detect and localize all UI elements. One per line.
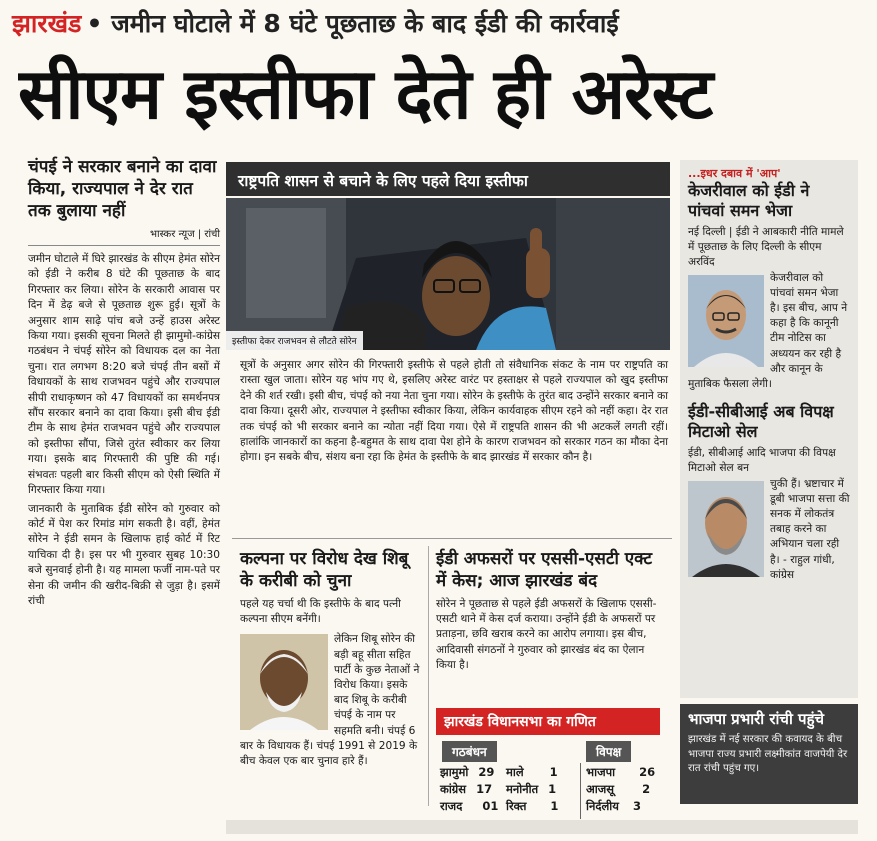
car-window-illustration bbox=[226, 198, 670, 350]
left-paragraph-2: जानकारी के मुताबिक ईडी सोरेन को गुरुवार को कोर्ट में पेश कर रिमांड मांग सकती है। वहीं, हेमंत सोरेन ने ईडी समन के खिलाफ हाई कोर्ट में रिट याचिका दी है। इस पर भी गुरुवार सुबह 10:30 बजे सुनवाई होनी है। यह मामला फर्जी नाम-पते पर सेना की जमीन की खरीद-बिक्री से जुड़ा है। इसमें रांची bbox=[28, 502, 220, 607]
kalpana-story-heading: कल्पना पर विरोध देख शिबू के करीबी को चुना bbox=[240, 549, 409, 591]
soren-photo bbox=[226, 198, 670, 350]
right-kicker: ...इधर दबाव में 'आप' bbox=[688, 167, 781, 180]
shibu-soren-photo bbox=[240, 634, 328, 730]
center-banner: राष्ट्रपति शासन से बचाने के लिए पहले दिया इस्तीफा bbox=[226, 162, 670, 196]
divider bbox=[232, 538, 672, 539]
photo-caption: इस्तीफा देकर राजभवन से लौटते सोरेन bbox=[226, 331, 363, 350]
kicker-line bbox=[12, 6, 867, 40]
table-row: आजसू 2 bbox=[586, 782, 651, 796]
footer-strip bbox=[226, 820, 858, 834]
assembly-table-title: झारखंड विधानसभा का गणित bbox=[436, 708, 660, 735]
rahul-quote: चुकी हैं। भ्रष्टाचार में डूबी भाजपा सत्ता की सनक में लोकतंत्र तबाह करने का अभियान चला रही है। - राहुल गांधी, कांग्रेस bbox=[770, 477, 850, 581]
table-row: भाजपा 26 bbox=[586, 765, 656, 779]
kejriwal-heading: केजरीवाल को ईडी ने पांचवां समन भेजा bbox=[688, 181, 810, 220]
left-column bbox=[28, 156, 220, 612]
sc-st-story-text: सोरेन ने पूछताछ से पहले ईडी अफसरों के खिलाफ एससी-एसटी थाने में केस दर्ज कराया। उन्होंने ईडी के अफसरों पर प्रताड़ना, छवि खराब करने का आरोप लगाया। इस बीच, आदिवासी संगठनों ने गुरुवार को झारखंड बंद का ऐलान किया है। bbox=[436, 598, 657, 671]
left-paragraph-1: जमीन घोटाले में घिरे झारखंड के सीएम हेमंत सोरेन को ईडी ने करीब 8 घंटे की पूछताछ के बाद गिरफ्तार कर लिया। सोरेन के सरकारी आवास पर दिन में डेढ़ बजे से पूछताछ शुरू हुई। सूत्रों के अनुसार शाम साढ़े पांच बजे उन्हें हाउस अरेस्ट किया गया। इसकी सूचना मिलते ही झामुमो-कांग्रेस गठबंधन ने चंपई सोरेन को विधायक दल का नेता चुना। रात लगभग 8:20 बजे चंपई तीन बसों में विधायकों के साथ राजभवन पहुंचे और राज्यपाल सीपी राधाकृष्णन को 47 विधायकों का समर्थनपत्र सौंप सरकार बनाने का दावा किया। इसी बीच ईडी टीम के साथ हेमंत राजभवन पहुंचे और राज्यपाल को इस्तीफा सौंपा, जिसे तुरंत स्वीकार कर लिया गया। इसके बाद गिरफ्तारी की पुष्टि की गई। संभवतः पहली बार किसी सीएम को ऐसी स्थिति में गिरफ्तार किया गया। bbox=[28, 253, 220, 497]
left-story-body bbox=[28, 252, 220, 609]
byline: भास्कर न्यूज | रांची bbox=[28, 226, 220, 246]
section-tag: झारखंड bbox=[12, 9, 82, 38]
rahul-gandhi-photo bbox=[688, 481, 764, 577]
table-row: मनोनीत 1 bbox=[506, 782, 557, 796]
right-column bbox=[680, 160, 858, 698]
bjp-box-heading: भाजपा प्रभारी रांची पहुंचे bbox=[688, 710, 825, 728]
center-story-body: सूत्रों के अनुसार अगर सोरेन की गिरफ्तारी इस्तीफे से पहले होती तो संवैधानिक संकट के नाम पर राष्ट्रपति का रास्ता खुल जाता। सोरेन यह भांप गए थे, इसलिए अरेस्ट वारंट पर हस्ताक्षर से पहले राज्यपाल को खुद इस्तीफा देने की शर्त रखी। इसी बीच, चंपई को नया नेता चुना गया। सोरेन के इस्तीफे के तुरंत बाद उन्होंने सरकार बनाने का दावा किया। दूसरी ओर, राज्यपाल ने इस्तीफा स्वीकार किया, लेकिन कार्यवाहक सीएम रहने को नहीं कहा। देर रात तक चंपई को भी सरकार बनाने का न्योता नहीं दिया गया। ऐसे में राष्ट्रपति शासन की भी अटकलें लगती रहीं। हालांकि जानकारों का कहना है-बहुमत के साथ दावा पेश होने के कारण राजभवन को सरकार गठन का मौका देना होगा। इन सबके बीच, संशय बना रहा कि हेमंत के इस्तीफे के बाद झारखंड में सरकार कौन है। bbox=[240, 359, 668, 464]
kalpana-story-text: लेकिन शिबू सोरेन की बड़ी बहू सीता सहित पार्टी के कुछ नेताओं ने विरोध किया। इसके बाद शिबू के करीबी चंपई के नाम पर सहमति बनी। चंपई 6 बार के विधायक हैं। चंपई 1991 से 2019 के बीच केवल एक बार चुनाव हारे हैं। bbox=[240, 633, 420, 768]
kejriwal-text: केजरीवाल को पांचवां समन भेजा है। इस बीच, आप ने कहा है कि कानूनी टीम नोटिस का अध्ययन कर रही है और कानून के मुताबिक फैसला लेगी। bbox=[688, 271, 848, 391]
portrait-illustration bbox=[688, 481, 764, 577]
divider bbox=[428, 546, 429, 806]
bjp-box bbox=[680, 704, 858, 804]
table-row: राजद 01 bbox=[440, 799, 499, 813]
table-row: निर्दलीय 3 bbox=[586, 799, 641, 813]
sc-st-story bbox=[436, 548, 662, 673]
divider bbox=[580, 763, 581, 819]
rahul-intro: ईडी, सीबीआई आदि भाजपा की विपक्ष मिटाओ सेल बन bbox=[688, 447, 836, 475]
sc-st-story-heading: ईडी अफसरों पर एससी-एसटी एक्ट में केस; आज झारखंड बंद bbox=[436, 549, 653, 591]
bjp-box-text: झारखंड में नई सरकार की कवायद के बीच भाजपा राज्य प्रभारी लक्ष्मीकांत वाजपेयी देर रात रांची पहुंच गए। bbox=[688, 734, 848, 775]
kejriwal-intro: नई दिल्ली | ईडी ने आबकारी नीति मामले में पूछताछ के लिए दिल्ली के सीएम अरविंद bbox=[688, 226, 844, 269]
kalpana-story-intro: पहले यह चर्चा थी कि इस्तीफे के बाद पत्नी कल्पना सीएम बनेंगी। bbox=[240, 598, 401, 626]
kejriwal-photo bbox=[688, 275, 764, 367]
assembly-table bbox=[436, 708, 660, 825]
kalpana-story bbox=[240, 548, 420, 769]
rahul-heading: ईडी-सीबीआई अब विपक्ष मिटाओ सेल bbox=[688, 402, 834, 442]
table-row: माले 1 bbox=[506, 765, 558, 779]
table-row: रिक्त 1 bbox=[506, 799, 559, 813]
table-row: झामुमो 29 bbox=[440, 765, 495, 779]
main-headline: सीएम इस्तीफा देते ही अरेस्ट bbox=[18, 53, 713, 135]
kicker-text: • जमीन घोटाले में 8 घंटे पूछताछ के बाद ईडी की कार्रवाई bbox=[86, 9, 619, 38]
opposition-label: विपक्ष bbox=[586, 741, 631, 762]
table-row: कांग्रेस 17 bbox=[440, 782, 493, 796]
ruling-label: गठबंधन bbox=[442, 741, 497, 762]
portrait-illustration bbox=[688, 275, 764, 367]
left-story-heading: चंपई ने सरकार बनाने का दावा किया, राज्यपाल ने देर रात तक बुलाया नहीं bbox=[28, 157, 217, 221]
portrait-illustration bbox=[240, 634, 328, 730]
